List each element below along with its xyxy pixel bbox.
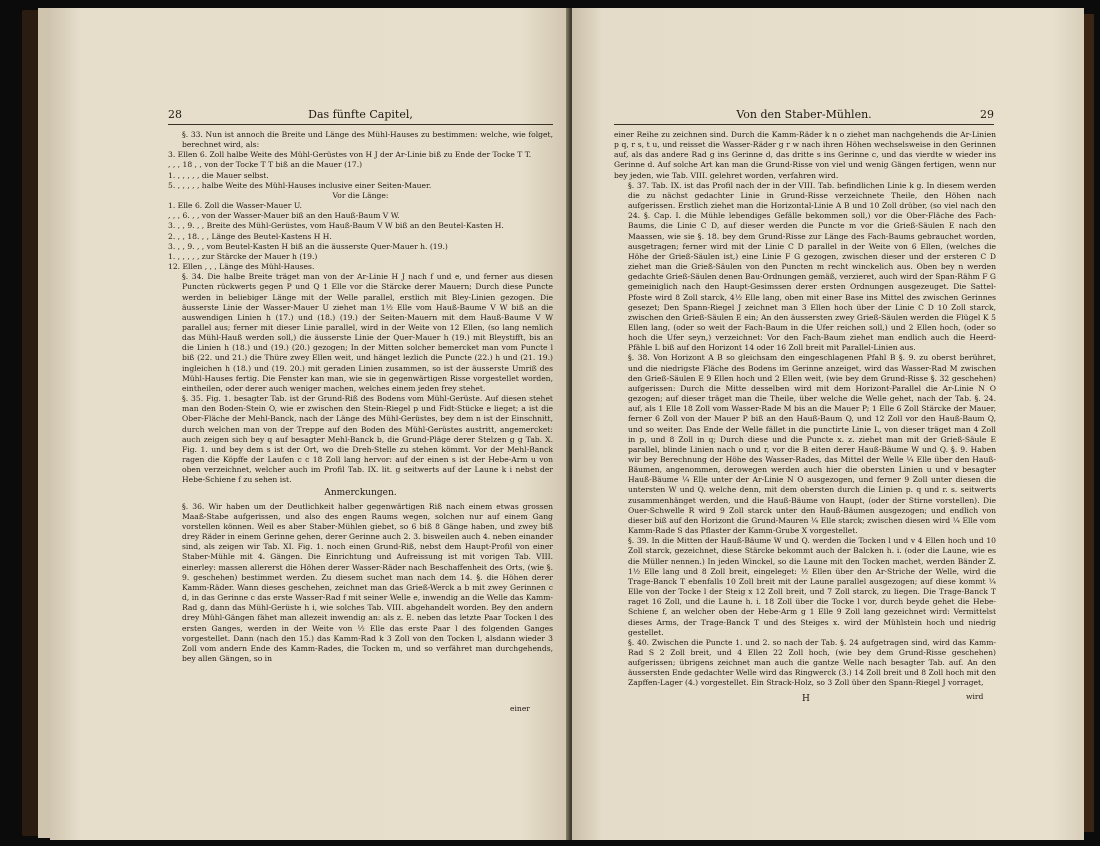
annotations-heading: Anmerckungen. xyxy=(324,488,397,499)
list-item: 1. , , , , , zur Stärcke der Mauer h (19.) xyxy=(168,251,318,261)
left-page-number: 28 xyxy=(168,108,182,121)
left-text-block xyxy=(168,130,553,664)
left-running-title: Das fünfte Capitel, xyxy=(308,108,413,121)
left-page-header xyxy=(168,108,553,121)
left-catchword: einer xyxy=(510,704,530,713)
list-item: 3. , , 9. , , vom Beutel-Kasten H biß an die äusserste Quer-Mauer h. (19.) xyxy=(168,241,448,251)
list-item: , , , 6. , , von der Wasser-Mauer biß an den Hauß-Baum V W. xyxy=(168,211,400,221)
paragraph: §. 35. Fig. 1. besagter Tab. ist der Grund-Riß des Bodens vom Mühl-Gerüste. Auf diesen stehet man den Boden-Stein O, wie er zwischen den Stein-Riegel p und Fidt-Stücke e lieget; a ist die Ober-Fläche der Mehl-Banck, nach der Länge des Mühl-Gerüstes, bey dem n ist der Einschnitt, durch welchen man von der Treppe auf den Boden des Mühl-Gerüstes austritt, angemercket: auch zeigen sich bey q auf besagter Mehl-Banck b, die Grund-Pläge derer Stelzen g g Tab. X. Fig. 1. und bey dem s ist der Ort, wo die Dreh-Stelle zu stehen kömmt. Vor der Mehl-Banck ragen die Köpffe der Laufen c c 18 Zoll lang hervor: auf der einen s ist der Hebe-Arm u von oben verzeichnet, welcher auch im Profil Tab. IX. lit. g seitwerts auf der Laune k i nebst der Hebe-Schiene f zu sehen ist. xyxy=(182,394,553,485)
paragraph: §. 33. Nun ist annoch die Breite und Länge des Mühl-Hauses zu bestimmen: welche, wie folget, berechnet wird, als: xyxy=(182,130,553,150)
paragraph: §. 39. In die Mitten der Hauß-Bäume W und Q. werden die Tocken l und v 4 Ellen hoch und 10 Zoll starck, gezeichnet, diese Stärcke bekommt auch der Balcken h. i. (oder die Laune, wie es die Müller nennen.) In jeden Winckel, so die Laune mit den Tocken machet, werden Bänder Z. 1½ Elle lang und 8 Zoll breit, eingeleget: ½ Ellen über den Ar-Striche der Welle, wird die Trage-Banck T ebenfalls 10 Zoll breit mit der Laune parallel ausgezogen; auf diese kommt ¼ Elle von der Tocke l der Steig x 12 Zoll breit, und 7 Zoll starck, zu liegen. Die Trage-Banck T raget 16 Zoll, und die Laune h. i. 18 Zoll über die Tocke l vor, durch beyde gehet die Hebe-Schiene f, an welcher oben der Hebe-Arm g 1 Elle 9 Zoll lang gezeichnet wird: Vermittelst dieses Arms, der Trage-Banck T und des Steiges x. wird der Mühlstein hoch und niedrig gestellet. xyxy=(628,536,996,637)
right-running-title: Von den Staber-Mühlen. xyxy=(736,108,872,121)
list-item: 12. Ellen , , , Länge des Mühl-Hauses. xyxy=(168,262,315,272)
paragraph: §. 40. Zwischen die Puncte 1. und 2. so nach der Tab. §. 24 aufgetragen sind, wird das Kamm-Rad S 2 Zoll breit, und 4 Ellen 22 Zoll hoch, (wie bey dem Grund-Risse geschehen) aufgerissen; übrigens zeichnet man auch die gantze Welle nach besagter Tab. auf. An den äussersten Ende gedachter Welle wird das Ringwerck (3.) 14 Zoll breit und 8 Zoll hoch mit den Zapffen-Lager (4.) vorgestellet. Ein Strack-Holz, so 3 Zoll über den Spann-Riegel J vorraget, xyxy=(628,637,996,688)
subheading: Vor die Länge: xyxy=(332,190,389,200)
paragraph: §. 36. Wir haben um der Deutlichkeit halber gegenwärtigen Riß nach einem etwas grossen Maaß-Stabe aufgerissen, und also des engen Raums wegen, solchen nur auf einem Gang vorstellen können. Weil es aber Staber-Mühlen giebet, so 6 biß 8 Gänge haben, und zwey biß drey Räder in einem Gerinne gehen, derer Gerinne auch 2. 3. bisweilen auch 4. neben einander sind, als zeigen wir Tab. XI. Fig. 1. noch einen Grund-Riß, nebst dem Haupt-Profil von einer Staber-Mühle mit 4. Gängen. Die Einrichtung und Aufreissung ist mit vorigen Tab. VIII. einerley: massen allererst die Höhen derer Wasser-Räder nach Beschaffenheit des Orts, (wie §. 9. geschehen) bestimmet werden. Zu diesem suchet man nach dem 14. §. die Höhen derer Kamm-Räder. Wann dieses geschehen, zeichnet man das Grieß-Werck a b mit zwey Gerinnen c d, in das Gerinne c das erste Wasser-Rad f mit seiner Welle e, inwendig an die Welle das Kamm-Rad g, dann das Mühl-Gerüste h i, wie solches Tab. VIII. abgehandelt worden. Bey den andern drey Mühl-Gängen fähet man allezeit inwendig an: als z. E. neben das letzte Paar Tocken l des ersten Ganges, werden in der Weite von ½ Elle das erste Paar l des folgenden Ganges vorgestellet. Dann (nach den 15.) das Kamm-Rad k 3 Zoll von den Tocken l, alsdann wieder 3 Zoll vom andern Ende des Kamm-Rades, die Tocken m, und so verfähret man durchgehends, bey allen Gängen, so in xyxy=(182,501,553,663)
list-item: 5. , , , , , halbe Weite des Mühl-Hauses inclusive einer Seiten-Mauer. xyxy=(168,180,432,190)
list-item: , , , 18 , , von der Tocke T T biß an die Mauer (17.) xyxy=(168,160,363,170)
paragraph: §. 37. Tab. IX. ist das Profil nach der in der VIII. Tab. befindlichen Linie k g. In diesem werden die zu nächst gedachter Linie in Grund-Risse verzeichnete Theile, den Höhen nach aufgerissen. Erstlich ziehet man die Horizontal-Linie A B und 10 Zoll drüber, (so viel nach den 24. §. Cap. I. die Mühle lebendiges Gefälle bekommen soll,) vor die Ober-Fläche des Fach-Baums, die Linie C D, auf dieser werden die Puncte m vor die Grieß-Säulen E nach den Maassen, wie sie §. 18. bey dem Grund-Risse zur Länge des Fach-Baums gebrauchet worden, ausgetragen; ferner wird mit der Linie C D parallel in der Weite von 6 Ellen, (welches die Höhe der Grieß-Säulen ist,) eine Linie F G gezogen, zwischen dieser und der ersteren C D ziehet man die Grieß-Säulen von den Puncten m recht winckelich aus. Oben bey n werden gedachte Grieß-Säulen denen Bau-Ordnungen gemäß, verzieret, auch wird der Span-Rähm F G gemeiniglich nach den Haupt-Gesimssen derer ersten Ordnungen ausgezeuget. Die Sattel-Pfoste wird 8 Zoll starck, 4½ Elle lang, oben mit einer Base ins Mittel des zwischen Gerinnes gesezet; Den Spann-Riegel J zeichnet man 3 Ellen hoch über der Linie C D 10 Zoll starck, zwischen den Grieß-Säulen E ein; An den äussersten zwey Grieß-Säulen werden die Flügel K 5 Ellen lang, (oder so weit der Fach-Baum in die Ufer reichen soll,) und 2 Ellen hoch, (oder so hoch die Ufer seyn,) verzeichnet: Vor den Fach-Baum ziehet man endlich auch die Heerd-Pfähle L biß auf den Horizont 14 oder 16 Zoll breit mit Parallel-Linien aus. xyxy=(628,180,996,353)
signature-mark: H xyxy=(802,694,810,704)
right-header-rule xyxy=(614,124,994,125)
left-page xyxy=(50,8,570,840)
list-item: 1. Elle 6. Zoll die Wasser-Mauer U. xyxy=(168,201,302,211)
list-item: 1. , , , , , die Mauer selbst. xyxy=(168,170,269,180)
paragraph: einer Reihe zu zeichnen sind. Durch die Kamm-Räder k n o ziehet man nachgehends die Ar-Linien p q, r s, t u, und reisset die Wasser-Räder g r w nach ihren Höhen wechselsweise in den Gerinnen auf, als das andere Rad g ins Gerinne d, das dritte s ins Gerinne c, und das vierdte w wieder ins Gerinne d. Auf solche Art kan man die Grund-Risse von viel und wenig Gängen fertigen, wenn nur bey jeden, wie Tab. VIII. gelehret worden, verfahren wird. xyxy=(614,130,996,180)
list-item: 2. , , 18. , , Länge des Beutel-Kastens H H. xyxy=(168,231,332,241)
right-page xyxy=(572,8,1084,840)
right-text-block xyxy=(614,130,996,689)
paragraph: §. 38. Von Horizont A B so gleichsam den eingeschlagenen Pfahl B §. 9. zu oberst berühret, und die niedrigste Fläche des Bodens im Gerinne anzeiget, wird das Wasser-Rad M zwischen den Grieß-Säulen E 9 Ellen hoch und 2 Ellen weit, (wie bey dem Grund-Risse §. 32 geschehen) aufgerissen: Durch die Mitte desselben wird mit dem Horizont-Parallel die Ar-Linie N O gezogen; auf dieser träget man die Theile, über welche die Welle gehet, nach der Tab. §. 24. auf, als 1 Elle 18 Zoll vom Wasser-Rade M bis an die Mauer P; 1 Elle 6 Zoll Stärcke der Mauer, ferner 6 Zoll von der Mauer P biß an den Hauß-Baum Q, und 12 Zoll vor den Hauß-Baum Q, und so weiter. Das Ende der Welle fället in die punctirte Linie L, von dieser träget man 4 Zoll in p, und 8 Zoll in q; Durch diese und die Puncte x. z. ziehet man mit der Grieß-Säule E parallel, blinde Linien nach o und r, vor die B eiten derer Hauß-Bäume W und Q. §. 9. Haben wir bey Berechnung der Höhe des Wasser-Rades, das Mittel der Welle ¼ Elle über den Hauß-Bäumen, angenommen, derowegen werden auch hier die obersten Linien u und v besagter Hauß-Bäume ¼ Elle unter der Ar-Linie N O ausgezogen, und ferner 9 Zoll unter diesen die untersten W und Q. welche denn, mit dem obersten durch die Linien p. q und r. s. seitwerts zusammenhänget werden, und die Hauß-Bäume von Haupt, (oder der Stirne vorstellen). Die Ouer-Schwelle R wird 9 Zoll starck unter den Hauß-Bäumen ausgezogen; und endlich von dieser biß auf den Horizont die Grund-Mauren ¼ Elle starck; zwischen diesen wird ¼ Elle vom Kamm-Rade S das Pflaster der Kamm-Grube X vorgestellet. xyxy=(628,353,996,536)
right-page-number: 29 xyxy=(979,108,994,121)
right-catchword: wird xyxy=(966,692,984,701)
left-header-rule xyxy=(168,124,553,125)
list-item: 3. , , 9. , , Breite des Mühl-Gerüstes, vom Hauß-Baum V W biß an den Beutel-Kasten H. xyxy=(168,221,504,231)
right-page-header xyxy=(614,108,994,121)
paragraph: §. 34. Die halbe Breite träget man von der Ar-Linie H J nach f und e, und ferner aus diesen Puncten rückwerts gegen P und Q 1 Elle vor die Stärcke derer Mauern; Durch diese Puncte werden in beliebiger Länge mit der Welle parallel, erstlich mit Bley-Linien gezogen. Die äusserste Linie der Wasser-Mauer U ziehet man 1½ Elle vom Hauß-Baume V W biß an die auswendigen Linien h (17.) und (18.) (19.) der Seiten-Mauern mit dem Hauß-Baume V W parallel aus; ferner mit dieser Linie parallel, wird in der Weite von 12 Ellen, (so lang nemlich das Mühl-Hauß werden soll,) die äusserste Linie der Quer-Mauer h (19.) mit Bleystifft, bis an die Linien h (18.) und (19.) (20.) gezogen; In der Mitten solcher bemercket man vom Puncte l biß (22. und 21.) die Thüre zwey Ellen weit, und hänget lezlich die Puncte (22.) h und (21. 19.) ingleichen h (18.) und (19. 20.) mit geraden Linien zusammen, so ist der äusserste Umriß des Mühl-Hauses fertig. Die Fenster kan man, wie sie in gegenwärtigen Risse vorgestellet worden, eintheilen, oder derer auch weniger machen, welches einem jeden frey stehet. xyxy=(182,272,553,393)
list-item: 3. Ellen 6. Zoll halbe Weite des Mühl-Gerüstes von H J der Ar-Linie biß zu Ende der Tocke T T. xyxy=(168,150,532,160)
